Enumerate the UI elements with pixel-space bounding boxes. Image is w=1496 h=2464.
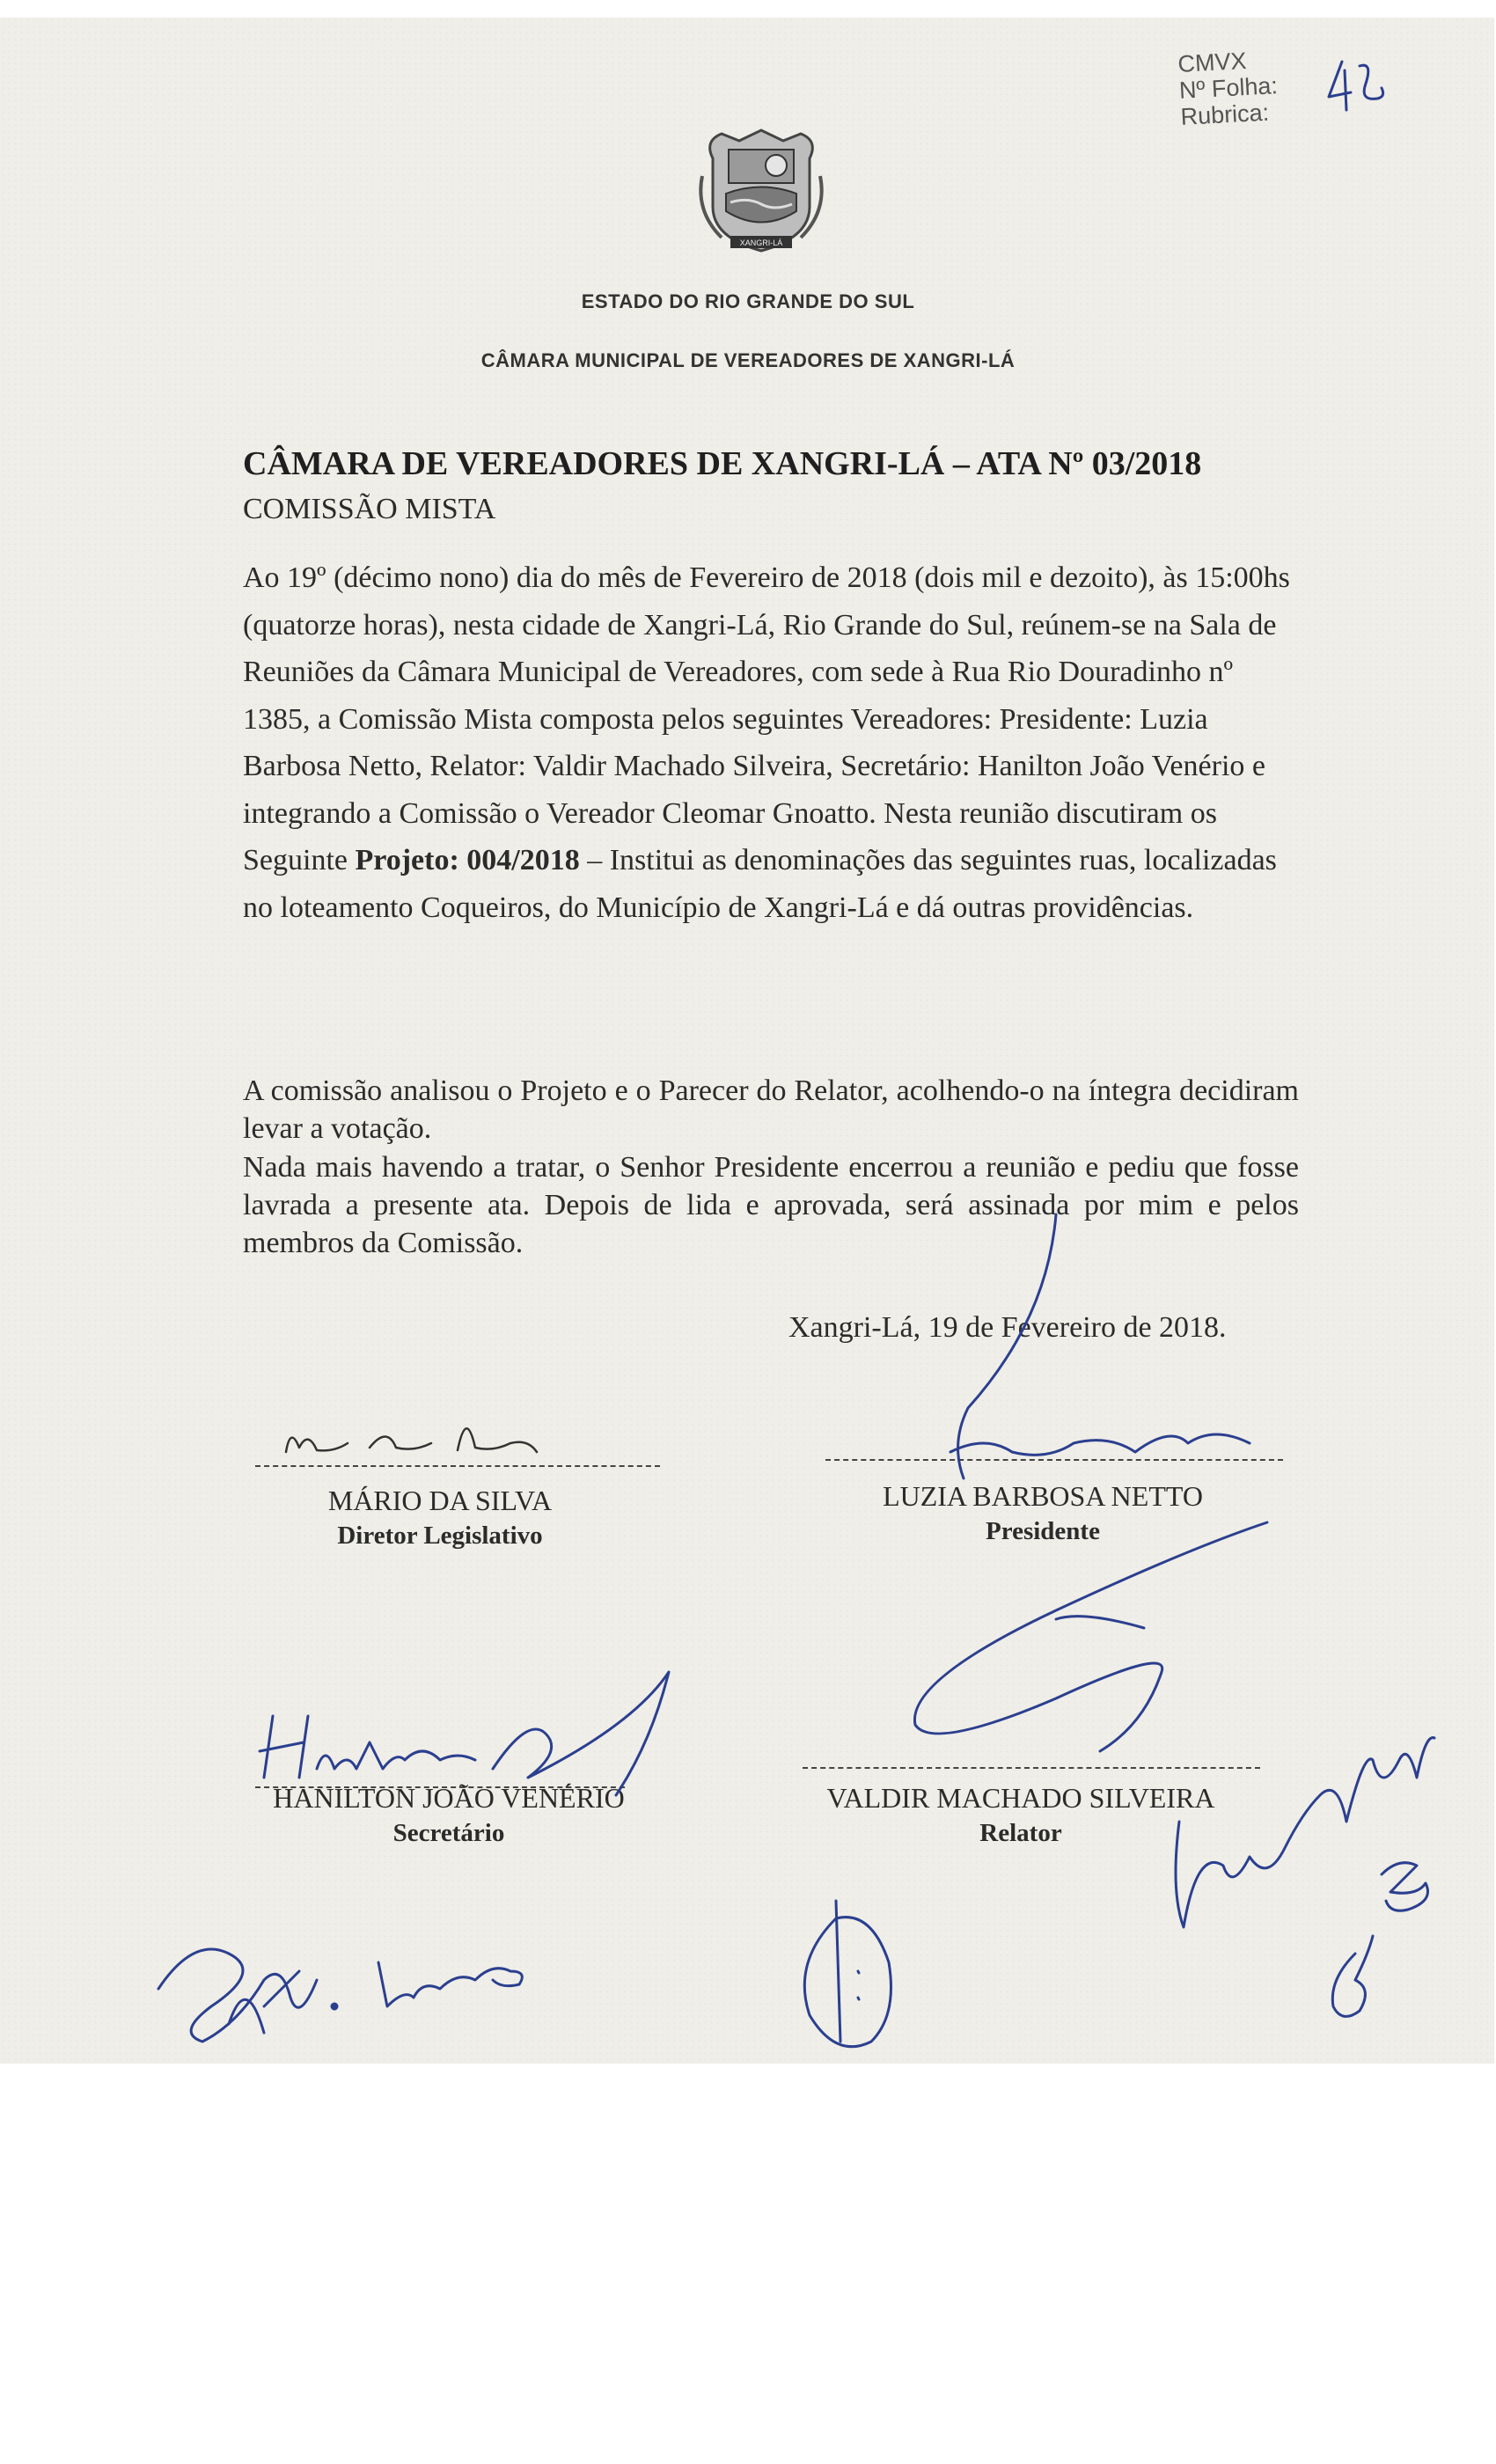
folha-number-handwritten — [1329, 62, 1351, 110]
signature-valdir — [1176, 1738, 1434, 1927]
signature-hanilton — [260, 1672, 669, 1795]
body-paragraph-2: A comissão analisou o Projeto e o Parecer do Relator, acolhendo-o na íntegra decidiram levar a votação. — [243, 1074, 1299, 1145]
stamp-rubrica-label: Rubrica: — [1179, 99, 1270, 130]
signatory-role: Relator — [979, 1819, 1062, 1847]
stamp-folha-label: Nº Folha: — [1178, 72, 1279, 104]
signature-mario — [286, 1428, 537, 1452]
initials-dot — [332, 2004, 337, 2009]
document-date: Xangri-Lá, 19 de Fevereiro de 2018. — [788, 1311, 1227, 1344]
initials-5 — [1332, 1936, 1373, 2016]
initials-2 — [378, 1962, 522, 2006]
signatory-name: VALDIR MACHADO SILVEIRA — [826, 1782, 1215, 1814]
coat-of-arms-banner-text: XANGRI-LÁ — [739, 238, 783, 247]
signatory-name: HANILTON JOÃO VENÉRIO — [273, 1782, 625, 1814]
document-subtitle: COMISSÃO MISTA — [243, 493, 496, 525]
signature-luzia — [950, 1214, 1250, 1478]
initials-3 — [804, 1901, 891, 2047]
stamp-org: CMVX — [1177, 47, 1248, 77]
signatory-role: Diretor Legislativo — [337, 1522, 543, 1550]
signatory-role: Secretário — [392, 1819, 505, 1847]
body-paragraph-3: Nada mais havendo a tratar, o Senhor Presidente encerrou a reunião e pediu que fosse lavrada a presente ata. Depois de lida e aprovada, será assinada por mim e pelos membros da Comissão. — [243, 1151, 1299, 1259]
signatory-role: Presidente — [986, 1517, 1100, 1545]
initials-4 — [1382, 1863, 1428, 1911]
signatory-name: LUZIA BARBOSA NETTO — [883, 1480, 1203, 1512]
initials-1 — [158, 1949, 317, 2042]
para1-text-end: – Institui as denominações das seguintes ruas, localizadas no loteamento Coqueiros, do Município de Xangri-Lá e dá outras providências. — [243, 844, 1277, 924]
para1-text-start: Ao 19º (décimo nono) dia do mês de Fevereiro de 2018 (dois mil e dezoito), às 15:00hs (quatorze horas), nesta cidade de Xangri-Lá, Rio Grande do Sul, reúnem-se na Sala de Reuniões da Câmara Municipal de Vereadores, com sede à Rua Rio Douradinho nº 1385, a Comissão Mista composta pelos seguintes Vereadores: Presidente: Luzia Barbosa Netto, Relator: Valdir Machado Silveira, Secretário: Hanilton João Venério e integrando a Comissão o Vereador Cleomar Gnoatto. Nesta reunião discutiram os Seguinte — [243, 561, 1290, 876]
rubrica-mark — [1360, 65, 1383, 99]
signature-valdir-loop — [914, 1522, 1267, 1751]
chamber-heading: CÂMARA MUNICIPAL DE VEREADORES DE XANGRI-LÁ — [480, 349, 1016, 371]
signatory-name: MÁRIO DA SILVA — [327, 1485, 553, 1516]
document-title: CÂMARA DE VEREADORES DE XANGRI-LÁ – ATA Nº 03/2018 — [243, 445, 1202, 482]
state-heading: ESTADO DO RIO GRANDE DO SUL — [581, 290, 915, 312]
project-number: Projeto: 004/2018 — [355, 844, 580, 876]
